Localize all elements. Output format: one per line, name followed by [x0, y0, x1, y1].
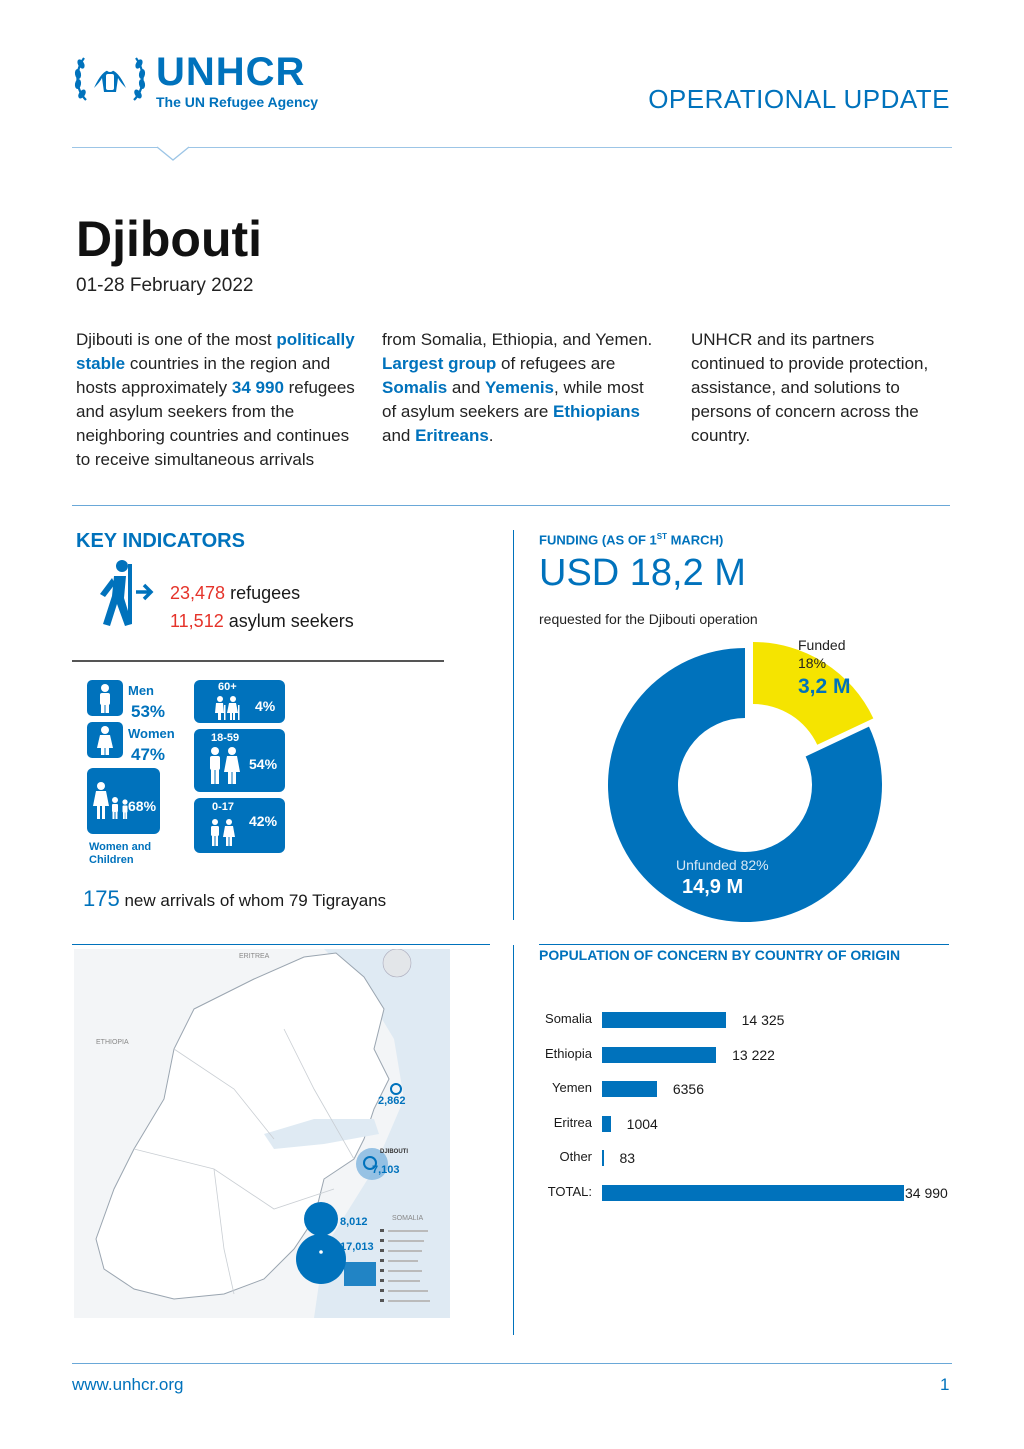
- map-holl-value: 8,012: [340, 1216, 368, 1228]
- funding-title-post: MARCH): [666, 532, 724, 548]
- funding-amount: USD 18,2 M: [539, 552, 746, 594]
- map-label-djibouti: DJIBOUTI: [380, 1149, 409, 1155]
- women-children-label-line-2: Children: [89, 854, 134, 866]
- doc-type: OPERATIONAL UPDATE: [648, 84, 950, 114]
- population-top-rule: [539, 944, 949, 945]
- body-text: Djibouti is one of the most: [76, 330, 277, 349]
- column-separator-lower: [513, 945, 514, 1335]
- women-tile: [87, 722, 123, 758]
- age-18-label: 18-59: [211, 732, 240, 744]
- funded-label-text: Funded: [798, 637, 846, 653]
- operations-map: [74, 949, 450, 1318]
- refugees-count: 23,478: [170, 583, 226, 603]
- asylum-indicator: [170, 611, 354, 632]
- funded-amount: 3,2 M: [798, 675, 851, 698]
- bar-yemen: [602, 1081, 657, 1097]
- age-60-label: 60+: [218, 681, 237, 693]
- intro-rule: [72, 505, 950, 506]
- woman-icon: [87, 722, 123, 758]
- funding-title-pre: FUNDING (AS OF 1: [539, 532, 657, 548]
- map-djibouti-value: 7,103: [372, 1164, 400, 1176]
- unhcr-logo: [72, 48, 342, 114]
- body-text: and: [447, 378, 486, 397]
- women-label: Women: [128, 726, 175, 741]
- new-arrivals: [83, 886, 386, 912]
- logo-name: UNHCR: [156, 50, 306, 94]
- bar-category-label: Somalia: [545, 1011, 592, 1026]
- body-text: and: [382, 426, 416, 445]
- body-text: countries in the region and hosts approximately: [76, 354, 331, 397]
- map-label-ethiopia: ETHIOPIA: [96, 1039, 129, 1046]
- asylum-count: 11,512: [170, 611, 224, 631]
- indicators-divider: [72, 660, 444, 662]
- bar-category-label: TOTAL:: [547, 1183, 592, 1199]
- women-children-tile: [87, 768, 160, 834]
- bar-somalia: [602, 1012, 726, 1028]
- man-icon: [87, 680, 123, 716]
- refugees-indicator: [170, 583, 300, 604]
- map-label-somalia: SOMALIA: [392, 1215, 424, 1222]
- column-separator-upper: [513, 530, 514, 920]
- funding-title-sup: ST: [656, 532, 667, 541]
- men-label: Men: [128, 683, 154, 698]
- chevron-down-icon: [156, 146, 190, 162]
- women-children-label-line-1: Women and: [89, 841, 152, 853]
- funding-title: [539, 532, 723, 547]
- men-pct: 53%: [131, 702, 166, 721]
- footer-url[interactable]: www.unhcr.org: [72, 1375, 184, 1394]
- elderly-icon: [212, 695, 242, 721]
- intro-column-2: [382, 328, 662, 448]
- djibouti-map-drawing: [74, 949, 450, 1318]
- age-0-label: 0-17: [212, 801, 235, 813]
- intro-column-3: [691, 328, 941, 448]
- intro-column-1: [76, 328, 364, 472]
- refugee-walking-icon: [84, 558, 154, 630]
- men-tile: [87, 680, 123, 716]
- highlight-text: Yemenis: [485, 378, 555, 397]
- age-18-tile: [194, 729, 285, 792]
- bar-value-label: 34 990: [905, 1184, 948, 1201]
- body-text: from Somalia, Ethiopia, and Yemen.: [382, 330, 653, 349]
- highlight-text: Somalis: [382, 378, 448, 397]
- key-indicators-title: KEY INDICATORS: [76, 530, 245, 552]
- page-number: 1: [940, 1375, 950, 1394]
- asylum-label: asylum seekers: [228, 611, 354, 631]
- body-text: of refugees are: [496, 354, 616, 373]
- body-text: refugees and asylum seekers from the neighboring countries and continues to receive simultaneous arrivals: [76, 378, 355, 469]
- population-title: POPULATION OF CONCERN BY COUNTRY OF ORIGIN: [539, 947, 901, 963]
- highlight-text: politically stable: [76, 330, 355, 373]
- unfunded-label: Unfunded 82%: [676, 857, 769, 873]
- unfunded-amount: 14,9 M: [682, 876, 744, 898]
- women-children-label: [89, 841, 151, 867]
- bar-eritrea: [602, 1116, 611, 1132]
- bar-ethiopia: [602, 1047, 716, 1063]
- highlight-text: 34 990: [231, 378, 284, 397]
- population-bar-chart: [536, 1000, 956, 1210]
- new-arrivals-count: 175: [83, 886, 120, 911]
- map-obock-value: 2,862: [378, 1095, 406, 1107]
- map-top-rule: [72, 944, 490, 945]
- bar-value-label: 13 222: [732, 1046, 775, 1063]
- funding-subtitle: requested for the Djibouti operation: [539, 611, 758, 627]
- bar-other: [602, 1150, 604, 1166]
- age-60-pct: 4%: [255, 698, 276, 714]
- age-0-pct: 42%: [249, 813, 278, 829]
- bar-value-label: 1004: [626, 1115, 658, 1132]
- bar-total: [602, 1185, 904, 1201]
- women-children-pct: 68%: [128, 798, 157, 814]
- header-rule: [72, 147, 952, 148]
- age-60-tile: [194, 680, 285, 723]
- refugees-label: refugees: [230, 583, 301, 603]
- date-range: 01-28 February 2022: [76, 275, 254, 296]
- map-label-eritrea: ERITREA: [239, 953, 270, 960]
- age-0-tile: [194, 798, 285, 853]
- funded-label: [798, 636, 845, 672]
- adults-icon: [207, 746, 241, 788]
- logo-tagline: The UN Refugee Agency: [156, 94, 319, 110]
- bar-value-label: 83: [619, 1150, 636, 1166]
- body-text: UNHCR and its partners continued to provide protection, assistance, and solutions to persons of concern across the country.: [691, 330, 929, 445]
- women-pct: 47%: [131, 745, 166, 764]
- bar-category-label: Eritrea: [553, 1114, 592, 1130]
- highlight-text: Eritreans: [415, 426, 489, 445]
- laurel-emblem-icon: [72, 48, 148, 112]
- bar-category-label: Ethiopia: [545, 1045, 592, 1061]
- highlight-text: Ethiopians: [553, 402, 640, 421]
- new-arrivals-text: new arrivals of whom 79 Tigrayans: [124, 891, 387, 910]
- page-title: Djibouti: [76, 211, 263, 267]
- funded-pct: 18%: [798, 655, 827, 671]
- children-icon: [208, 818, 238, 848]
- bar-value-label: 6356: [672, 1081, 704, 1097]
- bar-value-label: 14 325: [741, 1012, 785, 1028]
- map-aliaddeh-value: 17,013: [340, 1241, 374, 1253]
- highlight-text: Largest group: [382, 354, 497, 373]
- age-18-pct: 54%: [249, 756, 278, 772]
- bar-category-label: Other: [559, 1149, 592, 1164]
- body-text: , while most of asylum seekers are: [382, 378, 644, 421]
- bar-category-label: Yemen: [552, 1080, 592, 1095]
- footer-rule: [72, 1363, 952, 1364]
- body-text: .: [488, 426, 494, 445]
- woman-children-icon: [91, 778, 131, 828]
